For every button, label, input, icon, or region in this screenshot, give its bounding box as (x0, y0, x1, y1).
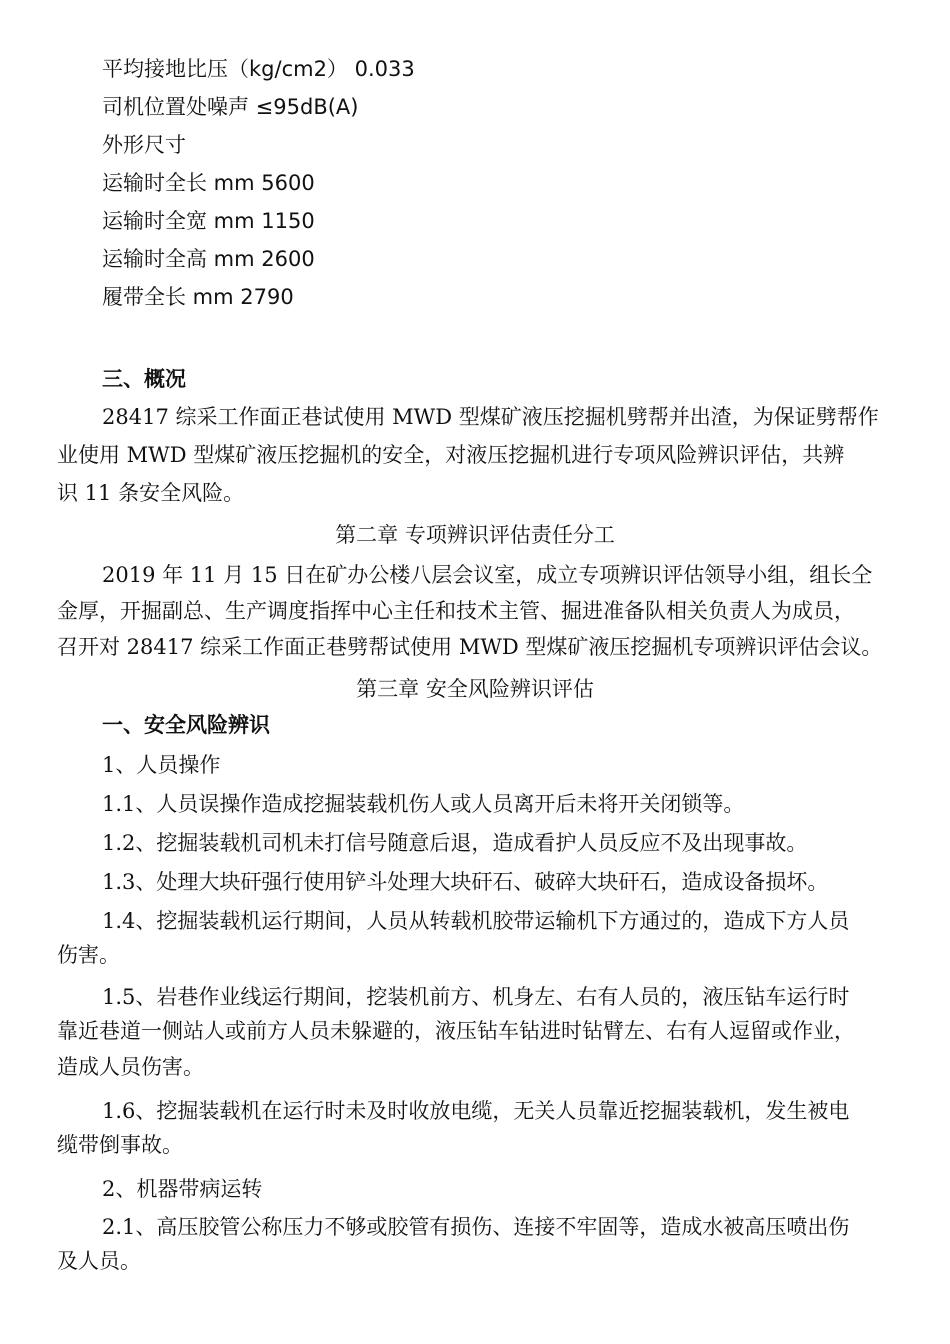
risk-item-cont: 缆带倒事故。 (57, 1133, 183, 1157)
risk-item: 1.1、人员误操作造成挖掘装载机伤人或人员离开后未将开关闭锁等。 (102, 792, 745, 816)
risk-item: 1.5、岩巷作业线运行期间，挖装机前方、机身左、右有人员的，液压钻车运行时 (102, 985, 850, 1009)
risk-item: 1.2、挖掘装载机司机未打信号随意后退，造成看护人员反应不及出现事故。 (102, 831, 808, 855)
spec-transport-height: 运输时全高 mm 2600 (102, 247, 315, 271)
category-heading: 1、人员操作 (102, 753, 221, 777)
risk-item-cont: 靠近巷道一侧站人或前方人员未躲避的，液压钻车钻进时钻臂左、右有人逗留或作业， (57, 1019, 855, 1043)
chapter2-line: 召开对 28417 综采工作面正巷劈帮试使用 MWD 型煤矿液压挖掘机专项辨识评估会议。 (57, 635, 883, 659)
spec-transport-length: 运输时全长 mm 5600 (102, 171, 315, 195)
spec-noise: 司机位置处噪声 ≤95dB(A) (102, 95, 359, 119)
chapter2-line: 金厚，开掘副总、生产调度指挥中心主任和技术主管、掘进准备队相关负责人为成员， (57, 599, 855, 623)
chapter2-line: 2019 年 11 月 15 日在矿办公楼八层会议室，成立专项辨识评估领导小组，组长仝 (102, 563, 873, 587)
risk-item-cont: 及人员。 (57, 1249, 141, 1273)
risk-item-cont: 伤害。 (57, 943, 120, 967)
risk-item: 1.4、挖掘装载机运行期间，人员从转载机胶带运输机下方通过的，造成下方人员 (102, 909, 850, 933)
section-heading: 一、安全风险辨识 (102, 713, 270, 737)
spec-dimensions-label: 外形尺寸 (102, 133, 186, 157)
overview-line: 28417 综采工作面正巷试使用 MWD 型煤矿液压挖掘机劈帮并出渣，为保证劈帮作 (102, 405, 879, 429)
risk-item: 1.6、挖掘装载机在运行时未及时收放电缆，无关人员靠近挖掘装载机，发生被电 (102, 1099, 850, 1123)
chapter3-title: 第三章 安全风险辨识评估 (356, 677, 594, 701)
spec-ground-pressure: 平均接地比压（kg/cm2） 0.033 (102, 57, 415, 81)
risk-item-cont: 造成人员伤害。 (57, 1055, 204, 1079)
spec-transport-width: 运输时全宽 mm 1150 (102, 209, 315, 233)
chapter2-title: 第二章 专项辨识评估责任分工 (335, 523, 615, 547)
overview-heading: 三、概况 (102, 367, 186, 391)
overview-line: 业使用 MWD 型煤矿液压挖掘机的安全，对液压挖掘机进行专项风险辨识评估，共辨 (57, 443, 845, 467)
risk-item: 2.1、高压胶管公称压力不够或胶管有损伤、连接不牢固等，造成水被高压喷出伤 (102, 1215, 850, 1239)
category-heading: 2、机器带病运转 (102, 1177, 263, 1201)
spec-track-length: 履带全长 mm 2790 (102, 285, 294, 309)
overview-line: 识 11 条安全风险。 (57, 481, 245, 505)
risk-item: 1.3、处理大块矸强行使用铲斗处理大块矸石、破碎大块矸石，造成设备损坏。 (102, 870, 829, 894)
